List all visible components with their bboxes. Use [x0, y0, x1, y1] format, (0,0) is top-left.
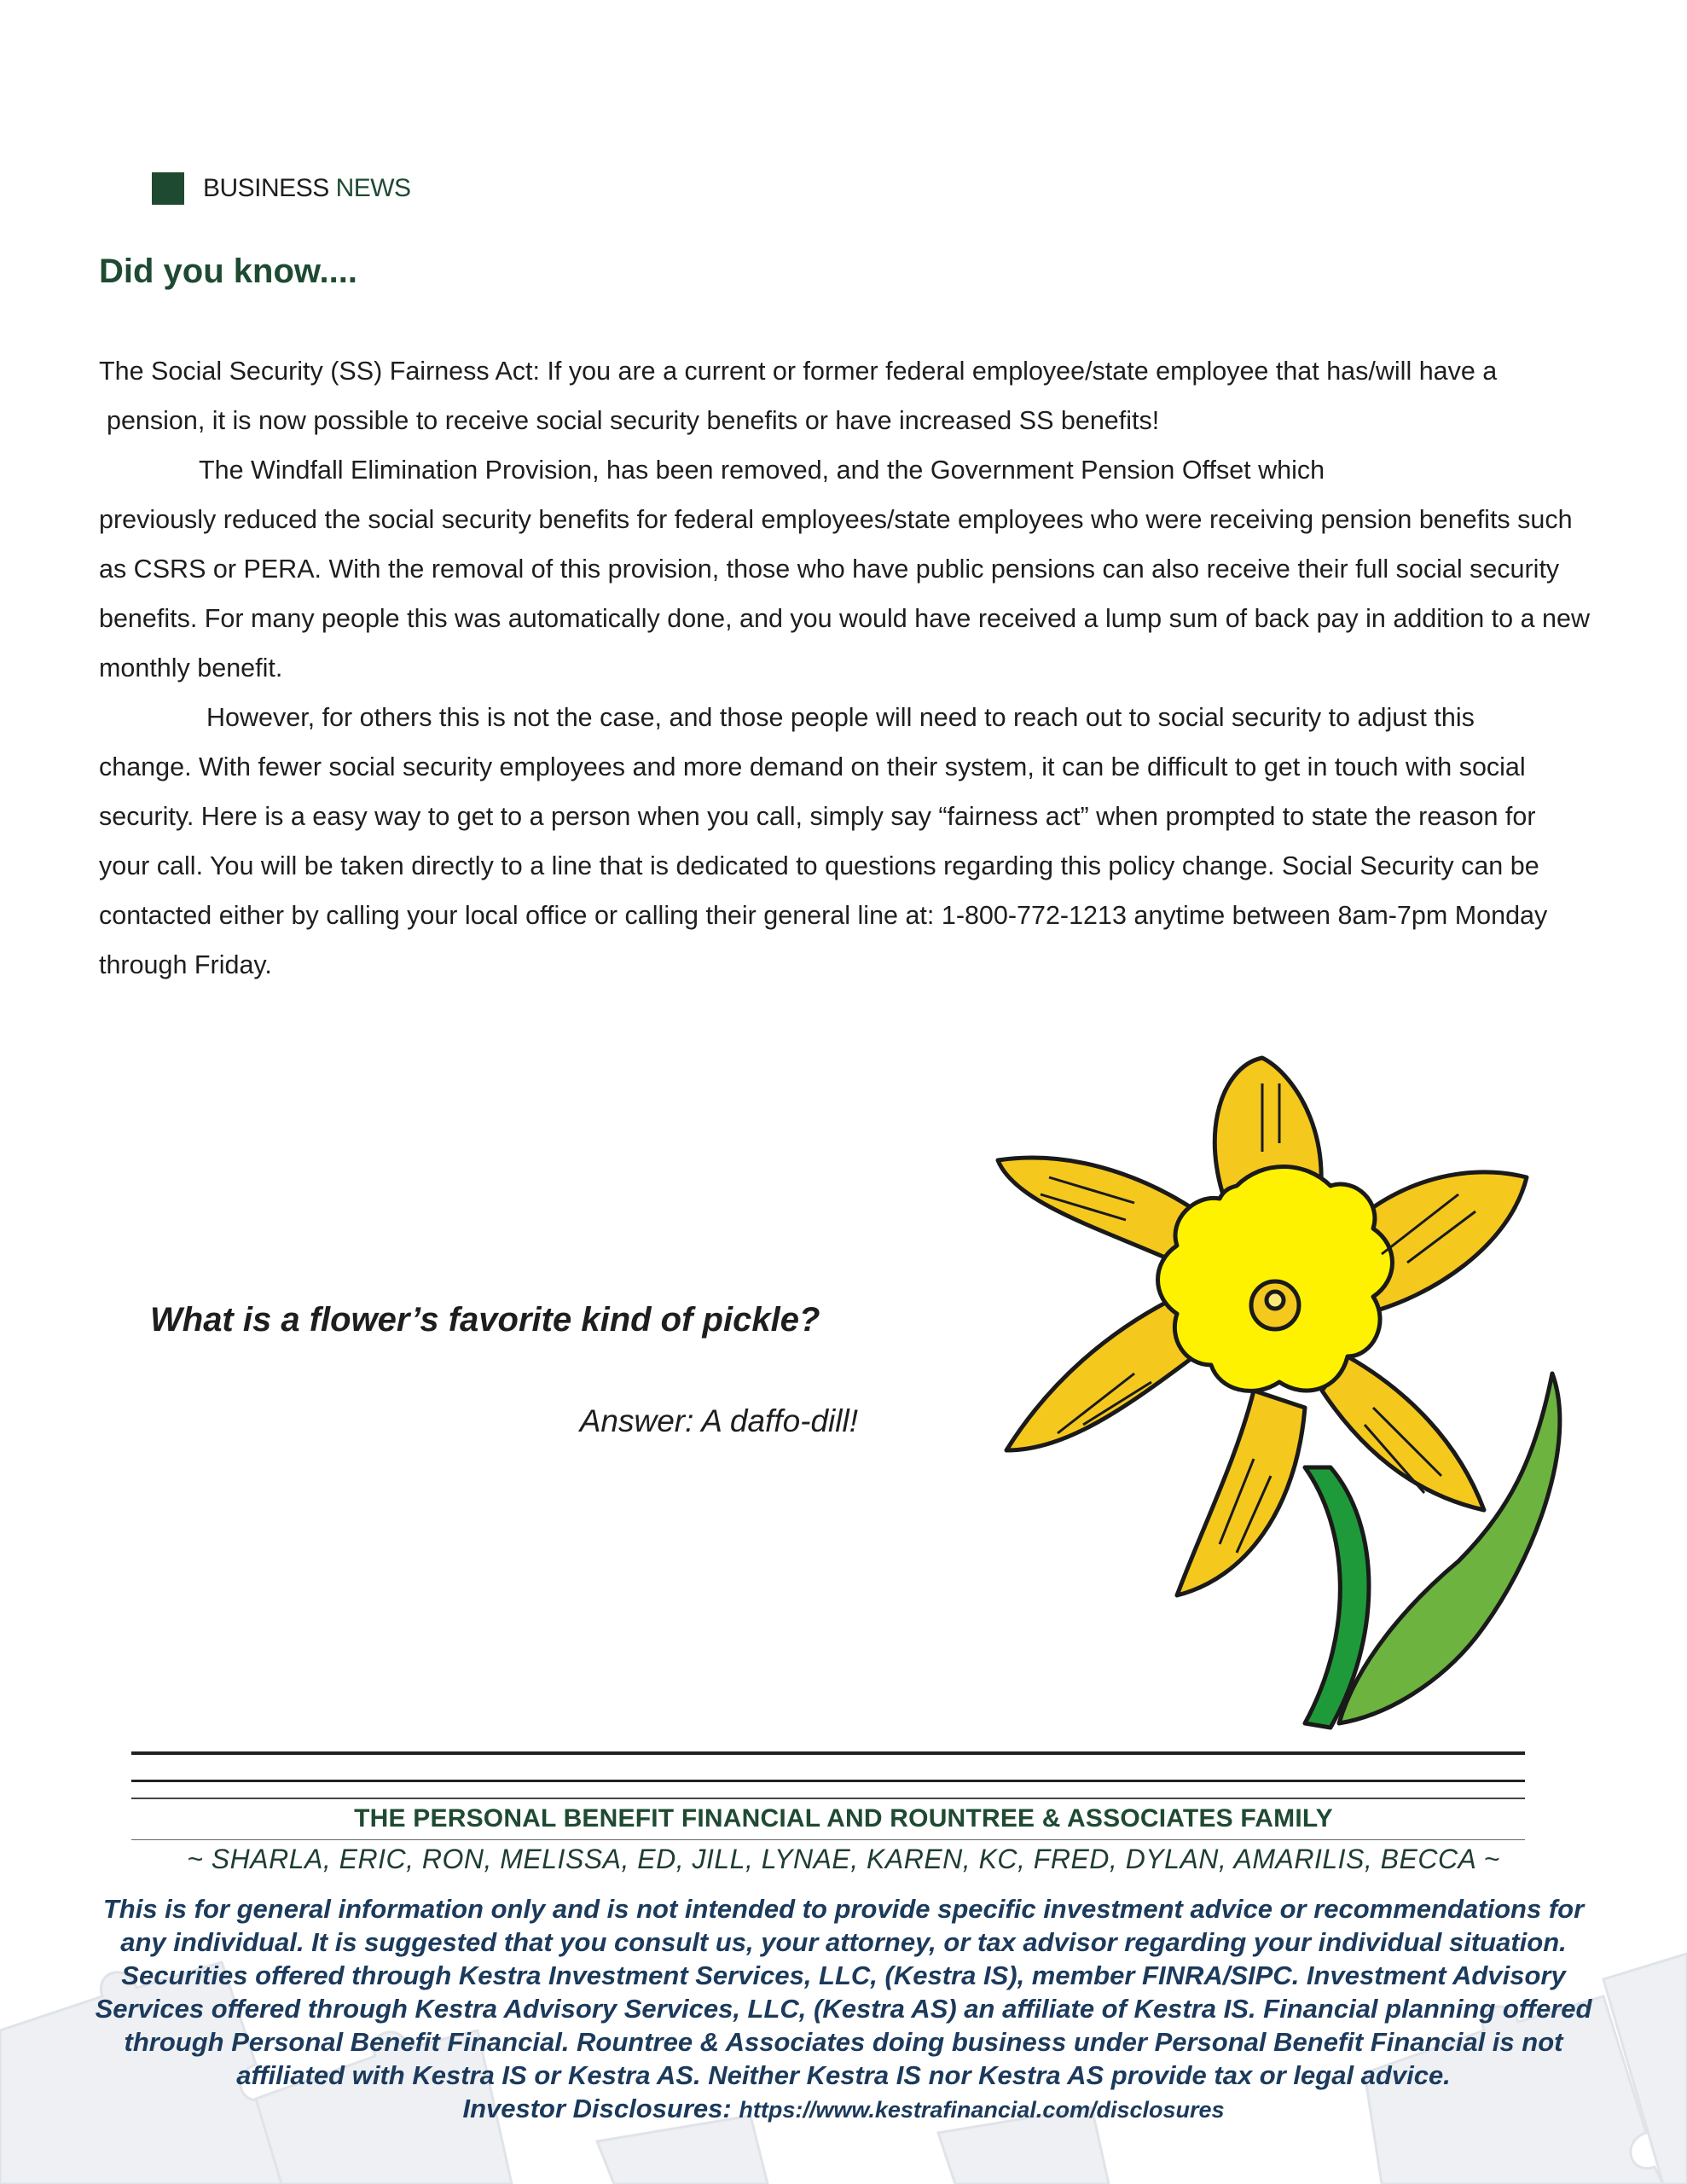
disclaimer-line: through Personal Benefit Financial. Rountree & Associates doing business under Personal Benefit Financial is not [124, 2027, 1563, 2057]
disclaimer-line: any individual. It is suggested that you consult us, your attorney, or tax advisor regarding your individual situation. [120, 1927, 1567, 1957]
disclosures-link[interactable]: https://www.kestrafinancial.com/disclosures [739, 2097, 1225, 2123]
disclosures-label: Investor Disclosures: [462, 2094, 739, 2123]
disclaimer-line: Securities offered through Kestra Investment Services, LLC, (Kestra IS), member FINRA/SIPC. Investment Advisory [121, 1960, 1566, 1990]
footer-title: THE PERSONAL BENEFIT FINANCIAL AND ROUNTREE & ASSOCIATES FAMILY [354, 1804, 1333, 1833]
section-label: BUSINESS NEWS [203, 174, 411, 202]
daffodil-icon [981, 1049, 1578, 1732]
article-p2-first-line: The Windfall Elimination Provision, has been removed, and the Government Pension Offset which [199, 456, 1325, 485]
footer-names: ~ SHARLA, ERIC, RON, MELISSA, ED, JILL, LYNAE, KAREN, KC, FRED, DYLAN, AMARILIS, BECCA ~ [187, 1844, 1500, 1874]
page-title: Did you know.... [99, 253, 357, 290]
joke-answer: Answer: A daffo-dill! [579, 1403, 858, 1438]
section-square-icon [152, 172, 184, 205]
disclaimer-line: affiliated with Kestra IS or Kestra AS. Neither Kestra IS nor Kestra AS provide tax or legal advice. [236, 2060, 1451, 2090]
divider-line [131, 1780, 1525, 1782]
disclaimer-line [85, 2092, 1602, 2127]
article-body [99, 346, 1591, 990]
joke-question: What is a flower’s favorite kind of pickle? [150, 1301, 820, 1339]
article-p3-body: change. With fewer social security employees and more demand on their system, it can be difficult to get in touch with social security. Here is a easy way to get to a person when you call, simply say “fairness act” when prompted to state the reason for your call. You will be taken directly to a line that is dedicated to questions regarding this policy change. Social Security can be contacted either by calling your local office or calling their general line at: 1-800-772-1213 anytime between 8am-7pm Monday through Friday. [99, 752, 1548, 979]
section-tag [152, 172, 411, 205]
footer-disclaimer [85, 1892, 1602, 2127]
divider-line [131, 1751, 1525, 1755]
divider-line [131, 1839, 1525, 1840]
article-p1-line1: The Social Security (SS) Fairness Act: If you are a current or former federal employee/state employee that has/will have a [99, 357, 1498, 386]
article-p3-first-line: However, for others this is not the case, and those people will need to reach out to social security to adjust this [206, 703, 1475, 732]
article-p1-line2: pension, it is now possible to receive social security benefits or have increased SS benefits! [107, 406, 1160, 435]
article-p2-body: previously reduced the social security benefits for federal employees/state employees who were receiving pension benefits such as CSRS or PERA. With the removal of this provision, those who have public pensions can also receive their full social security benefits. For many people this was automatically done, and you would have received a lump sum of back pay in addition to a new monthly benefit. [99, 505, 1590, 682]
divider-line [131, 1798, 1525, 1799]
disclaimer-line: Services offered through Kestra Advisory Services, LLC, (Kestra AS) an affiliate of Kestra IS. Financial planning offered [95, 1994, 1592, 2024]
disclaimer-line: This is for general information only and is not intended to provide specific investment advice or recommendations for [102, 1894, 1585, 1924]
